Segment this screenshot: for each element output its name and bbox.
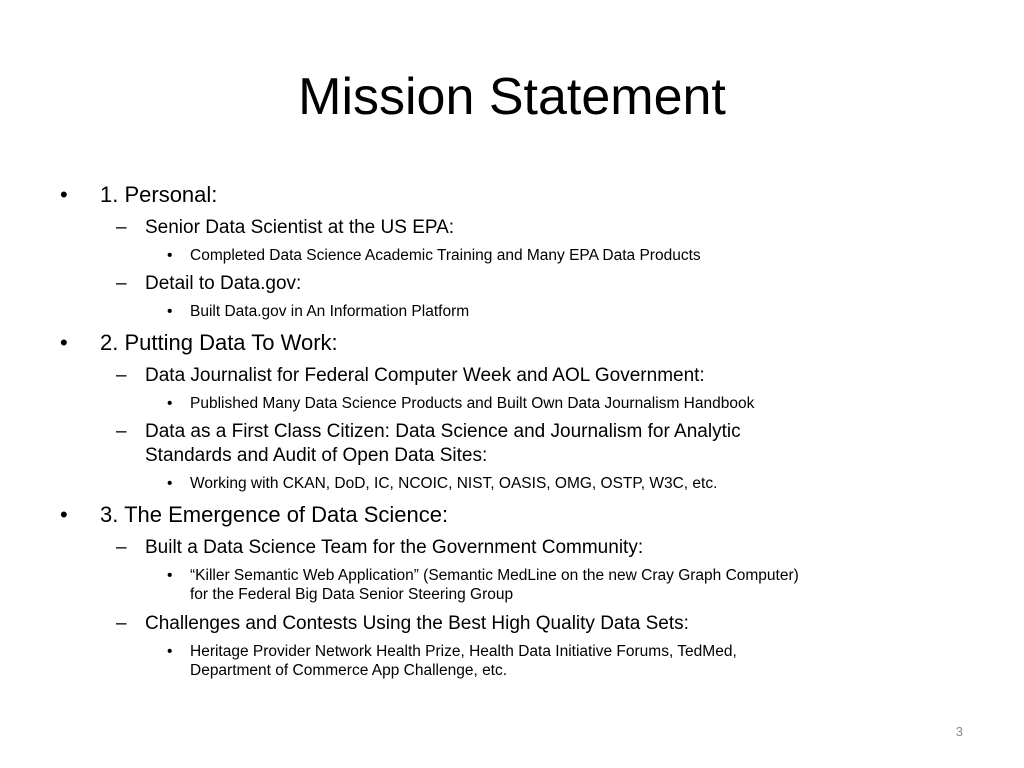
bullet-text: 3. The Emergence of Data Science: (100, 502, 449, 527)
bullet-text: Department of Commerce App Challenge, etc. (190, 662, 508, 679)
bullet-marker: • (167, 303, 173, 320)
bullet-text: for the Federal Big Data Senior Steering Group (190, 586, 514, 603)
bullet-marker: • (167, 567, 173, 584)
bullet-text: Detail to Data.gov: (145, 273, 302, 294)
dash-marker: – (116, 217, 127, 238)
dash-marker: – (116, 613, 127, 634)
page-number: 3 (955, 724, 963, 739)
bullet-marker: • (60, 182, 68, 207)
bullet-text: Senior Data Scientist at the US EPA: (145, 217, 455, 238)
bullet-text: Data Journalist for Federal Computer Week and AOL Government: (145, 365, 705, 386)
bullet-marker: • (167, 395, 173, 412)
bullet-marker: • (60, 330, 68, 355)
bullet-marker: • (167, 643, 173, 660)
bullet-text: Challenges and Contests Using the Best High Quality Data Sets: (145, 613, 689, 634)
slide-title: Mission Statement (298, 68, 726, 126)
bullet-text: Heritage Provider Network Health Prize, Health Data Initiative Forums, TedMed, (190, 643, 737, 660)
bullet-text: Built a Data Science Team for the Government Community: (145, 537, 644, 558)
bullet-text: 1. Personal: (100, 182, 218, 207)
bullet-marker: • (167, 475, 173, 492)
bullet-text: Data as a First Class Citizen: Data Science and Journalism for Analytic (145, 421, 741, 442)
bullet-text: Published Many Data Science Products and Built Own Data Journalism Handbook (190, 395, 755, 412)
bullet-text: Working with CKAN, DoD, IC, NCOIC, NIST, OASIS, OMG, OSTP, W3C, etc. (190, 475, 718, 492)
dash-marker: – (116, 365, 127, 386)
bullet-text: Standards and Audit of Open Data Sites: (145, 445, 488, 466)
bullet-marker: • (167, 247, 173, 264)
dash-marker: – (116, 273, 127, 294)
bullet-text: “Killer Semantic Web Application” (Semantic MedLine on the new Cray Graph Computer) (190, 567, 799, 584)
bullet-marker: • (60, 502, 68, 527)
bullet-text: Completed Data Science Academic Training and Many EPA Data Products (190, 247, 701, 264)
dash-marker: – (116, 421, 127, 442)
bullet-text: Built Data.gov in An Information Platform (190, 303, 470, 320)
bullet-text: 2. Putting Data To Work: (100, 330, 338, 355)
dash-marker: – (116, 537, 127, 558)
